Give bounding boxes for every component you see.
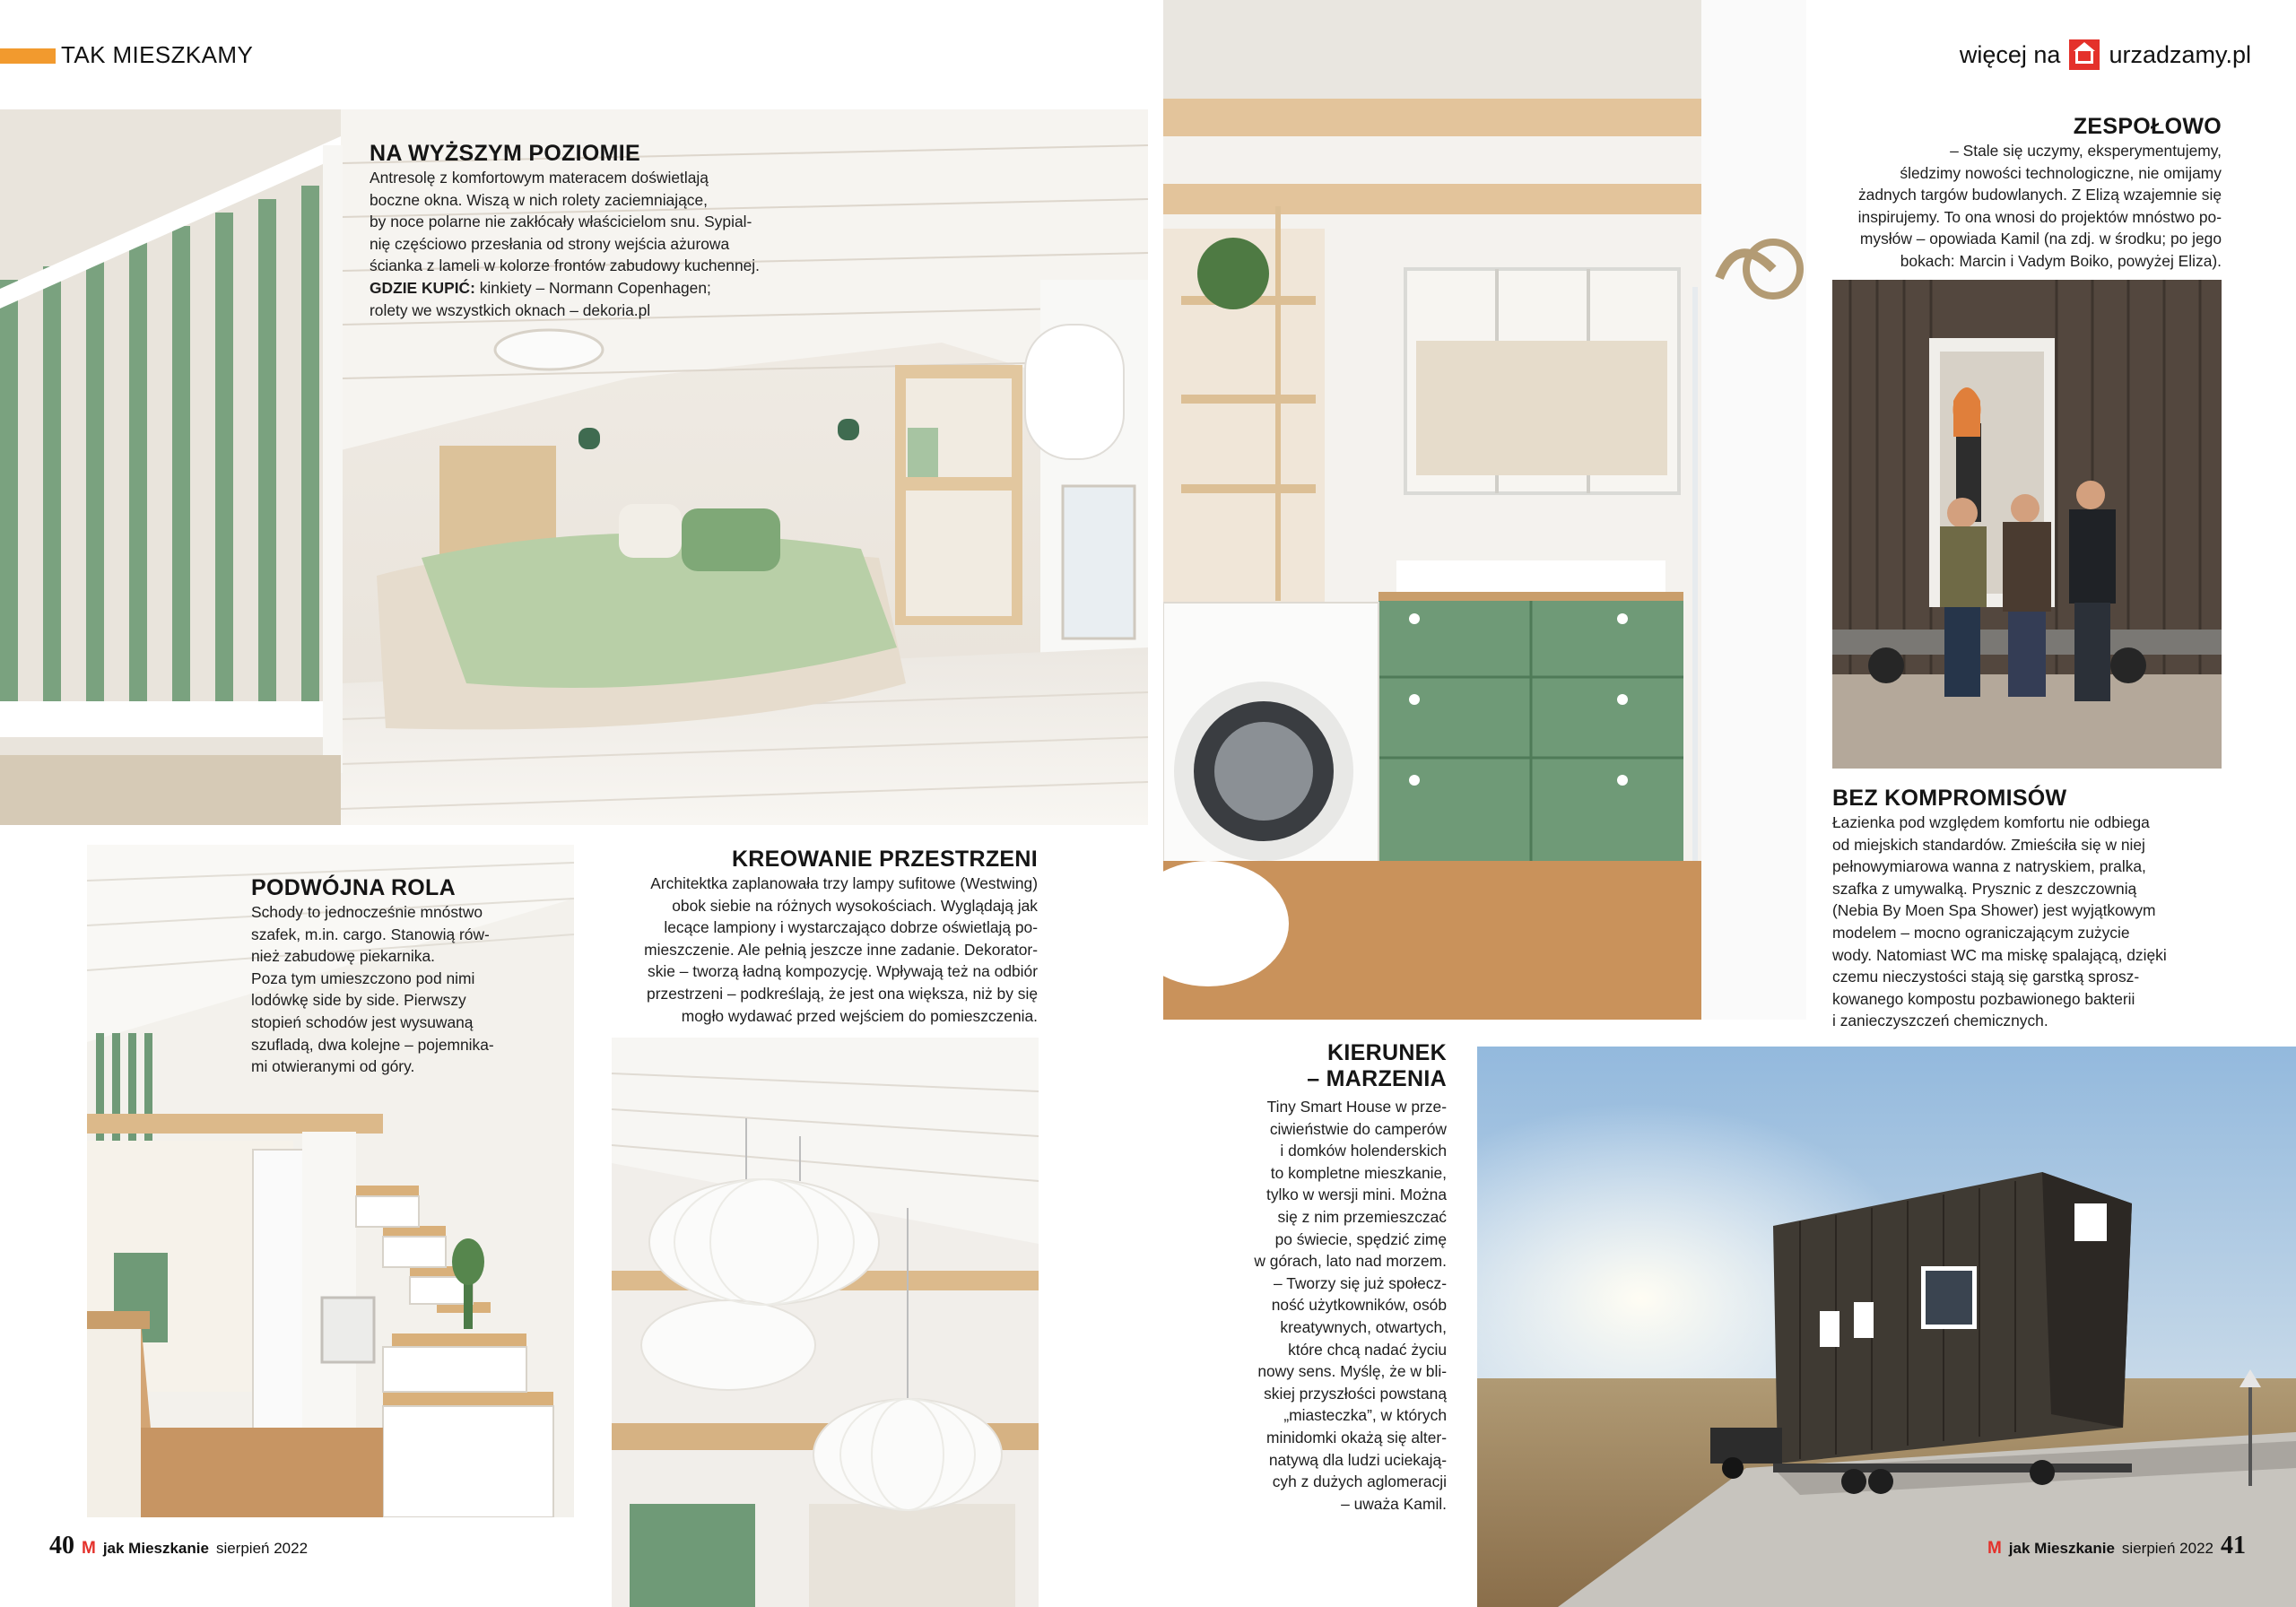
body-line: wody. Natomiast WC ma miskę spalającą, dzięki (1832, 945, 2167, 964)
body-line: natywą dla ludzi uciekają- (1268, 1450, 1447, 1469)
body-line: skiej przyszłości powstaną (1264, 1384, 1447, 1403)
body-line: mieszczenie. Ale pełnią jeszcze inne zadanie. Dekorator- (644, 940, 1038, 959)
body-line: Poza tym umieszczono pod nimi (251, 969, 475, 987)
body-line: pełnowymiarowa wanna z natryskiem, pralka, (1832, 857, 2146, 876)
body-line: modelem – mocno ograniczającym zużycie (1832, 923, 2130, 942)
footer-right (1987, 1532, 2246, 1560)
body-line: – uważa Kamil. (1341, 1494, 1447, 1513)
body-line: cyh z dużych aglomeracji (1272, 1472, 1447, 1491)
heading-podwojna-rola: PODWÓJNA ROLA (251, 875, 456, 900)
body-line: Łazienka pod względem komfortu nie odbiega (1832, 813, 2150, 831)
page-number-right: 41 (2221, 1532, 2246, 1559)
body-line: nię częściowo przesłania od strony wejścia ażurowa (370, 234, 730, 253)
team-photo (1832, 280, 2222, 769)
heading-zespolowo: ZESPOŁOWO (2073, 114, 2222, 139)
body-line: które chcą nadać życiu (1288, 1340, 1447, 1359)
section-na-wyzszym-poziomie (370, 141, 818, 321)
body-line: (Nebia By Moen Spa Shower) jest wyjątkowym (1832, 901, 2156, 920)
heading-marzenia: – MARZENIA (1307, 1066, 1447, 1091)
body-line: tylko w wersji mini. Można (1265, 1186, 1447, 1204)
pendant-lamps-photo (612, 1038, 1039, 1607)
issue-date: sierpień 2022 (2121, 1540, 2213, 1557)
section-color-tag (0, 48, 56, 64)
body-line: – Tworzy się już społecz- (1274, 1273, 1447, 1292)
body-line: boczne okna. Wiszą w nich rolety zaciemniające, (370, 190, 708, 209)
body-line: „miasteczka”, w których (1283, 1406, 1447, 1425)
body-line: Tiny Smart House w prze- (1266, 1098, 1447, 1116)
footer-left (49, 1532, 308, 1560)
where-to-buy-label: GDZIE KUPIĆ: (370, 278, 475, 297)
body-line: szufladą, dwa kolejne – pojemnika- (251, 1035, 494, 1054)
body-line: kowanego kompostu pozbawionego bakterii (1832, 989, 2135, 1008)
body-line: nowy sens. Myślę, że w bli- (1257, 1362, 1447, 1381)
body-line: śledzimy nowości technologiczne, nie omijamy (1900, 163, 2222, 182)
heading-kierunek: KIERUNEK (1327, 1040, 1447, 1065)
body-line: Antresolę z komfortowym materacem doświetlają (370, 169, 709, 187)
magazine-name: jak Mieszkanie (102, 1540, 209, 1557)
more-site[interactable]: urzadzamy.pl (2109, 40, 2251, 68)
where-to-buy-text: kinkiety – Normann Copenhagen; (479, 278, 711, 297)
body-line: kreatywnych, otwartych, (1280, 1317, 1447, 1336)
body-line: przestrzeni – podkreślają, że jest ona większa, niż by się (647, 984, 1038, 1003)
section-kreowanie-przestrzeni (574, 847, 1038, 1027)
body-line: od miejskich standardów. Zmieściła się w niej (1832, 835, 2145, 854)
tiny-house-exterior-photo (1477, 1047, 2296, 1607)
body-line: skie – tworzą ładną kompozycję. Wpływają też na odbiór (648, 962, 1038, 981)
heading-na-wyzszym-poziomie: NA WYŻSZYM POZIOMIE (370, 141, 640, 166)
section-kierunek-marzenia (1193, 1040, 1447, 1515)
body-line: lecące lampiony i wystarczająco dobrze oświetlają po- (664, 918, 1038, 937)
brand-m: M (82, 1539, 96, 1558)
body-line: ność użytkowników, osób (1271, 1296, 1447, 1315)
body-line: czemu nieczystości stają się garstką sprosz- (1832, 968, 2140, 986)
section-bez-kompromisow (1832, 786, 2254, 1032)
body-line: w górach, lato nad morzem. (1254, 1252, 1447, 1271)
body-line: lodówkę side by side. Pierwszy (251, 991, 466, 1010)
issue-date: sierpień 2022 (215, 1540, 309, 1557)
body-line: po świecie, spędzić zimę (1274, 1229, 1447, 1248)
body-line: ciwieństwie do camperów (1269, 1119, 1447, 1138)
body-line: mi otwieranymi od góry. (251, 1057, 415, 1076)
body-line: żadnych targów budowlanych. Z Elizą wzajemnie się (1857, 186, 2222, 204)
body-line: – Stale się uczymy, eksperymentujemy, (1950, 142, 2222, 160)
body-line: ścianka z lameli w kolorze frontów zabudowy kuchennej. (370, 256, 760, 275)
body-line: minidomki okażą się alter- (1265, 1428, 1447, 1446)
more-prefix: więcej na (1959, 40, 2061, 68)
body-line: nież zabudowę piekarnika. (251, 947, 435, 966)
section-zespolowo (1785, 114, 2222, 273)
section-label: TAK MIESZKAMY (61, 41, 254, 68)
body-line: stopień schodów jest wysuwaną (251, 1012, 474, 1031)
body-line: szafka z umywalką. Prysznic z deszczownią (1832, 879, 2137, 898)
body-line: mysłów – opowiada Kamil (na zdj. w środku; po jego (1859, 230, 2222, 248)
more-link[interactable] (1960, 39, 2251, 70)
body-line: to kompletne mieszkanie, (1270, 1163, 1447, 1182)
page-number-left: 40 (49, 1532, 74, 1559)
body-line: Schody to jednocześnie mnóstwo (251, 903, 483, 921)
body-line: bokach: Marcin i Vadym Boiko, powyżej Eliza). (1900, 251, 2222, 270)
heading-bez-kompromisow: BEZ KOMPROMISÓW (1832, 786, 2067, 811)
heading-kreowanie-przestrzeni: KREOWANIE PRZESTRZENI (731, 847, 1038, 872)
body-line: i domków holenderskich (1280, 1142, 1447, 1160)
house-logo-icon (2069, 39, 2100, 70)
body-line: się z nim przemieszczać (1277, 1207, 1447, 1226)
body-line: by noce polarne nie zakłócały właścicielom snu. Sypial- (370, 213, 752, 231)
magazine-name: jak Mieszkanie (2008, 1540, 2115, 1557)
body-line: inspirujemy. To ona wnosi do projektów mnóstwo po- (1857, 207, 2222, 226)
section-podwojna-rola (251, 875, 556, 1078)
body-line: rolety we wszystkich oknach – dekoria.pl (370, 300, 651, 319)
body-line: i zanieczyszczeń chemicznych. (1832, 1012, 2048, 1030)
where-to-buy (370, 277, 818, 300)
bathroom-photo (1163, 0, 1806, 1020)
body-line: szafek, m.in. cargo. Stanowią rów- (251, 925, 490, 943)
body-line: mogło wydawać przed wejściem do pomieszczenia. (681, 1006, 1038, 1025)
body-line: obok siebie na różnych wysokościach. Wyglądają jak (672, 896, 1038, 915)
body-line: Architektka zaplanowała trzy lampy sufitowe (Westwing) (650, 874, 1038, 892)
brand-m: M (1987, 1539, 2002, 1558)
